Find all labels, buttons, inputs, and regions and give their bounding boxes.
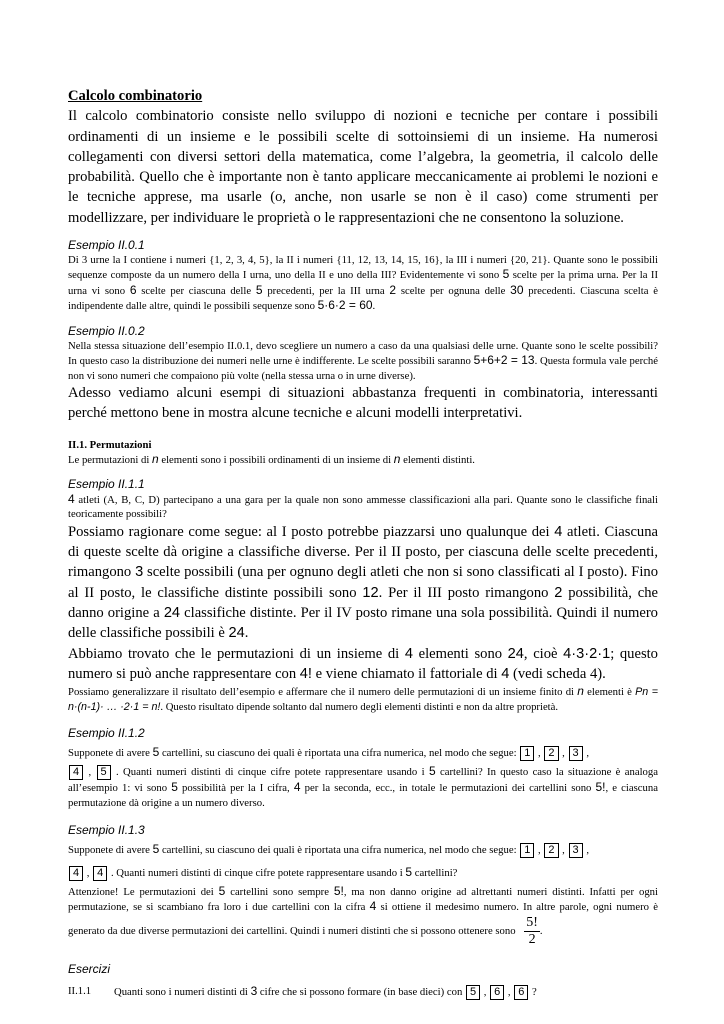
example-label-2-0-1: Esempio II.0.1: [68, 238, 145, 253]
example-2-0-2-text: [68, 339, 658, 383]
card: 5: [466, 985, 480, 1000]
card: 1: [520, 746, 534, 761]
example-2-1-3-lead: Supponete di avere 5 cartellini, su ciascuno dei quali è riportata una cifra numerica, nel modo che segue: 1 , 2 , 3 ,: [68, 841, 589, 856]
example-label-2-1-3: Esempio II.1.3: [68, 822, 145, 837]
formula: Pn = n·(n-1)· … ·2·1 = n!: [68, 686, 658, 713]
text: precedenti. Ciascuna scelta è indipendente dalle altre, quindi le possibili sequenze sono: [68, 284, 658, 313]
exercise-id: II.1.1: [68, 984, 92, 997]
text: cartellini? In questo caso la situazione è analoga all’esempio 1: vi sono: [68, 765, 658, 794]
text: . Per il III posto rimangono: [378, 584, 555, 601]
text: .: [372, 300, 376, 313]
text: ; questo numero si può anche rappresentare con: [68, 645, 658, 682]
text: scelte per la prima urna. Per la II urna vi sono: [68, 269, 659, 297]
text: scelte possibili (una per ognuno degli atleti che non si sono classificati al I posto). Fino al II posto, le classifiche distinte possibili sono: [68, 564, 658, 601]
num: 2: [389, 282, 397, 297]
text: . Quanti numeri distinti di cinque cifre potete rappresentare usando i: [110, 866, 406, 879]
num: 4·3·2·1: [563, 645, 611, 662]
exercise-2-1-1: [68, 980, 658, 1003]
text: elementi sono: [412, 645, 508, 662]
text: . Quanti numeri distinti di cinque cifre potete rappresentare usando i: [116, 765, 429, 778]
text: atleti (A, B, C, D) partecipano a una gara per la quale non sono ammesse classificazioni alla pari. Quante sono le classifiche finali teoricamente possibili?: [68, 493, 658, 521]
num: 5: [255, 282, 263, 297]
example-label-2-1-2: Esempio II.1.2: [68, 725, 145, 740]
text: Quanti sono i numeri distinti di: [114, 985, 251, 998]
text: scelte per ciascuna delle: [136, 284, 256, 297]
text: cifre che si possono formare (in base dieci) con: [257, 985, 465, 998]
text: Le permutazioni di: [68, 453, 152, 466]
intro-paragraph: [68, 86, 658, 228]
page-title: Calcolo combinatorio: [68, 88, 203, 104]
fraction: [524, 915, 540, 948]
text: ?: [529, 985, 537, 998]
num: 5: [152, 841, 160, 856]
num: 24: [228, 625, 245, 642]
example-label-2-1-1: Esempio II.1.1: [68, 476, 145, 491]
text: cartellini?: [412, 866, 458, 879]
text: Supponete di avere: [68, 843, 153, 856]
num: 4: [369, 899, 377, 914]
text: .: [244, 625, 249, 642]
text: Di 3 urne la I contiene i numeri {1, 2, 3, 4, 5}, la II i numeri {11, 12, 13, 14, 15, 16}, la III i numeri {20, 21}. Quante sono le possibili sequenze composte da un numero della I urna, uno della II e uno della III? Evidentemente vi sono: [68, 254, 658, 282]
num: 5: [218, 883, 226, 898]
num: 4: [68, 491, 75, 506]
num: 6: [129, 282, 137, 297]
fraction-numerator: 5!: [526, 914, 538, 930]
num: 5: [171, 779, 178, 794]
card: 4: [69, 866, 83, 881]
exercises-label: Esercizi: [68, 961, 111, 976]
card: 4: [93, 866, 107, 881]
example-2-1-3-question: 4 , 4 . Quanti numeri distinti di cinque cifre potete rappresentare usando i 5 cartellini?: [68, 861, 658, 884]
num: 3: [250, 983, 258, 998]
num: 24: [507, 645, 524, 662]
num: 5: [152, 744, 160, 759]
document-page: [68, 86, 658, 1003]
num: 5: [428, 763, 436, 778]
num: 5+6+2 = 13: [473, 353, 535, 368]
num: 30: [510, 282, 524, 297]
card: 5: [97, 765, 111, 780]
text: Attenzione! Le permutazioni dei: [68, 885, 219, 898]
card: 3: [569, 746, 583, 761]
card: 4: [69, 765, 83, 780]
example-2-1-1-reasoning: [68, 522, 658, 644]
factorial-paragraph: [68, 644, 658, 685]
text: cartellini, su ciascuno dei quali è riportata una cifra numerica, nel modo che segue:: [159, 746, 517, 759]
num: 12: [362, 584, 379, 601]
num: 5: [502, 267, 510, 282]
text: elementi distinti.: [400, 453, 475, 466]
example-2-1-3-explanation: [68, 884, 658, 948]
num: 5!: [595, 779, 606, 794]
card: 6: [514, 985, 528, 1000]
text: cartellini sono sempre: [225, 885, 334, 898]
num: 4: [501, 665, 510, 682]
example-label-2-0-2: Esempio II.0.2: [68, 323, 145, 338]
card: 6: [490, 985, 504, 1000]
text: possibilità, che danno origine a: [68, 584, 658, 621]
text: , ma non danno origine ad altrettanti numeri distinti. Infatti per ogni permutazione, se si scambiano fra loro i due cartellini con la cifra: [68, 885, 658, 914]
text: cartellini, su ciascuno dei quali è riportata una cifra numerica, nel modo che segue:: [159, 843, 517, 856]
intro-text: Il calcolo combinatorio consiste nello sviluppo di nozioni e tecniche per contare i possibili ordinamenti di un insieme e le possibili scelte di sottoinsiemi di un insieme. Ha numerosi collegamenti con diversi settori della matematica, come l’algebra, la geometria, il calcolo delle probabilità. Quello che è importante non è tanto applicare meccanicamente ai problemi le nozioni e le tecniche apprese, ma usarle (o, anche, non usarle se non è il caso) come strumenti per modellizzare, per individuare le proprietà o le rappresentazioni che ne consentono la soluzione.: [68, 108, 658, 226]
num: 4: [293, 779, 301, 794]
text: Nella stessa situazione dell’esempio II.0.1, devo scegliere un numero a caso da una qualsiasi delle urne. Quante sono le scelte possibili? In questo caso la distribuzione dei numeri nelle urne è indifferente. Le scelte possibili saranno: [68, 339, 658, 368]
example-2-1-1-text: [68, 492, 658, 522]
text: .: [539, 924, 543, 937]
num: 5: [405, 864, 413, 879]
example-2-0-1-text: [68, 253, 658, 314]
text: Possiamo ragionare come segue: al I posto potrebbe piazzarsi uno qualunque dei: [68, 523, 555, 540]
num: 4: [554, 523, 563, 540]
text: Supponete di avere: [68, 746, 153, 759]
text: possibilità per la I cifra,: [177, 781, 294, 794]
transition-paragraph: Adesso vediamo alcuni esempi di situazioni abbastanza frequenti in combinatoria, interessanti perché mettono bene in mostra alcune tecniche e alcuni modelli interpretativi.: [68, 384, 658, 422]
var: n: [393, 451, 401, 466]
num: 4: [404, 645, 413, 662]
text: elementi è: [583, 686, 636, 699]
text: , e ciascuna permutazione dà origine a un numero diverso.: [68, 781, 658, 809]
text: atleti. Ciascuna di queste scelte dà origine a classifiche diverse. Per il II posto, per ciascuna delle scelte precedenti, rimangono: [68, 523, 659, 581]
text: elementi sono i possibili ordinamenti di un insieme di: [158, 453, 394, 466]
num: 4!: [299, 665, 312, 682]
num: 5!: [333, 883, 344, 898]
section-heading-permutazioni: II.1. Permutazioni: [68, 438, 152, 451]
text: classifiche distinte. Per il IV posto rimane una sola possibilità. Quindi il numero delle classifiche possibili è: [68, 604, 658, 642]
exercise-text: Quanti sono i numeri distinti di 3 cifre che si possono formare (in base dieci) con 5 , 6 , 6 ?: [114, 983, 537, 998]
card: 2: [544, 843, 558, 858]
num: 5·6·2 = 60: [317, 298, 373, 313]
num: 2: [554, 584, 563, 601]
card: 1: [520, 843, 534, 858]
text: per la seconda, ecc., in totale le permutazioni dei cartellini sono: [300, 781, 596, 794]
text: scelte per ognuna delle: [396, 284, 511, 297]
num: 24: [163, 604, 181, 621]
text: . Questo risultato dipende soltanto dal numero degli elementi distinti e non da altre proprietà.: [160, 700, 559, 713]
text: precedenti, per la III urna: [262, 284, 390, 297]
text: (vedi scheda 4).: [509, 665, 606, 682]
var: n: [152, 451, 159, 466]
fraction-denominator: 2: [528, 931, 536, 947]
text: Abbiamo trovato che le permutazioni di un insieme di: [68, 645, 405, 662]
generalization-paragraph: [68, 684, 658, 714]
card: 3: [569, 843, 583, 858]
text: , cioè: [523, 645, 564, 662]
num: 3: [135, 564, 144, 581]
text: e viene chiamato il fattoriale di: [311, 665, 502, 682]
var: n: [577, 684, 584, 699]
example-2-1-2-text: 4 , 5 . Quanti numeri distinti di cinque cifre potete rappresentare usando i 5 cartellini? In questo caso la situazione è analoga all’esempio 1: vi sono 5 possibilità per la I cifra, 4 per la seconda, ecc., in totale le permutazioni dei cartellini sono 5!, e ciascuna permutazione dà origine a un numero diverso.: [68, 763, 658, 809]
text: si ottiene il medesimo numero. In altre parole, ogni numero è generato da due diverse permutazioni dei cartellini. Quindi i numeri distinti che si possono ottenere sono: [68, 901, 658, 937]
example-2-1-2-lead: Supponete di avere 5 cartellini, su ciascuno dei quali è riportata una cifra numerica, nel modo che segue: 1 , 2 , 3 ,: [68, 744, 589, 759]
text: . Questa formula vale perché non vi sono numeri che compaiono più volte (nella stessa urna o in urne diverse).: [68, 355, 658, 382]
card: 2: [544, 746, 558, 761]
section-definition: [68, 452, 658, 467]
text: Possiamo generalizzare il risultato dell’esempio e affermare che il numero delle permutazioni di un insieme finito di: [68, 686, 578, 699]
